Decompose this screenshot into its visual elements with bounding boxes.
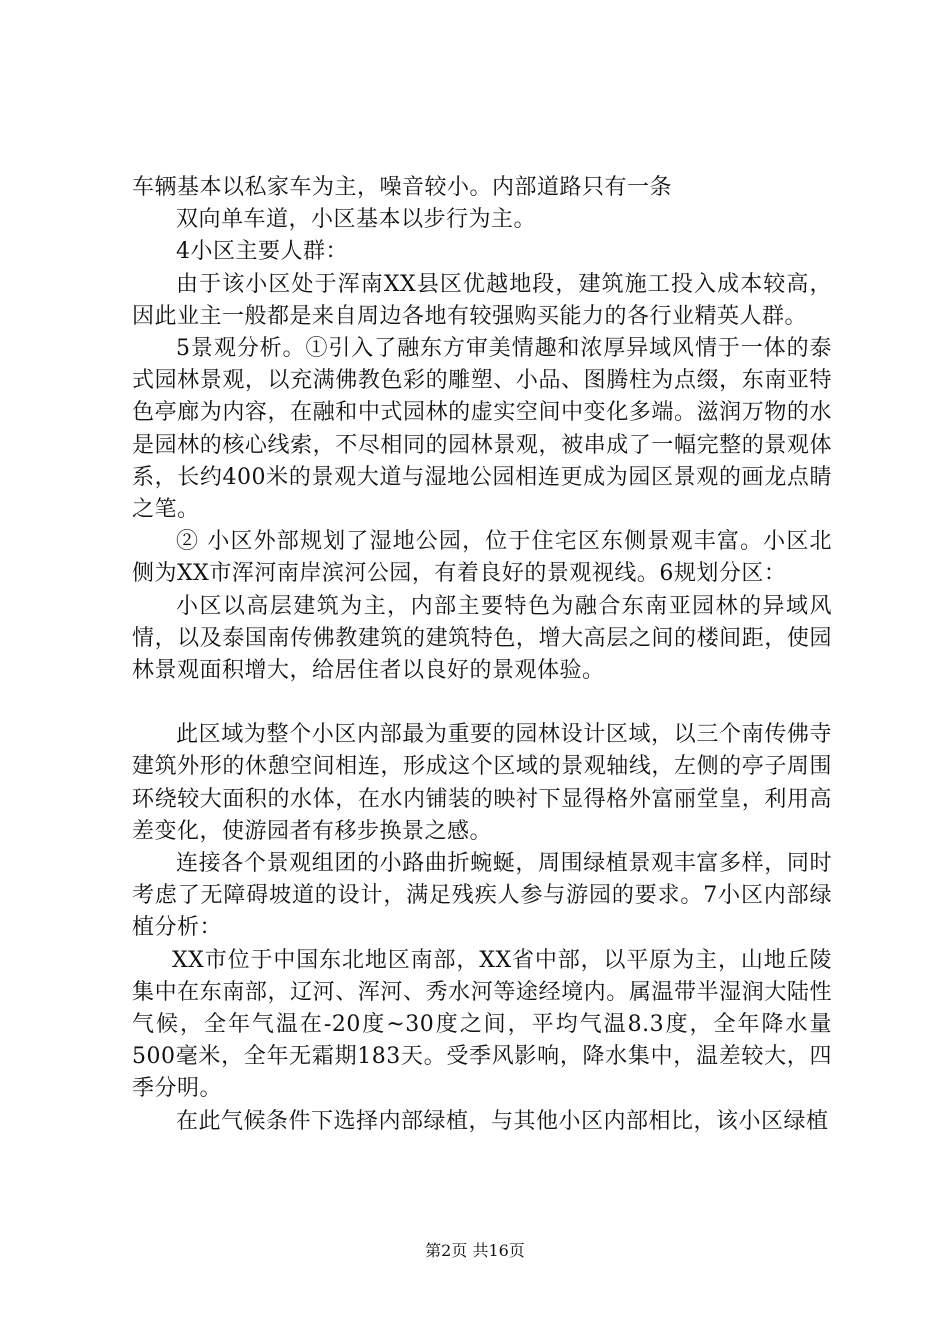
paragraph: 连接各个景观组团的小路曲折蜿蜒，周围绿植景观丰富多样，同时考虑了无障碍坡道的设计，满足残疾人参与游园的要求。7小区内部绿植分析：: [132, 851, 832, 941]
page-number-label: 第2页 共16页: [425, 1241, 525, 1260]
paragraph: 4小区主要人群：: [176, 239, 348, 265]
paragraph: 小区以高层建筑为主，内部主要特色为融合东南亚园林的异域风情，以及泰国南传佛教建筑的建筑特色，增大高层之间的楼间距，使园林景观面积增大，给居住者以良好的景观体验。: [132, 593, 832, 684]
paragraph: XX市位于中国东北地区南部，XX省中部，以平原为主，山地丘陵集中在东南部，辽河、浑河、秀水河等途经境内。属温带半湿润大陆性气候，全年气温在-20度~30度之间，平均气温8.3度，全年降水量500毫米，全年无霜期183天。受季风影响，降水集中，温差较大，四季分明。: [132, 947, 832, 1102]
paragraph: 5景观分析。①引入了融东方审美情趣和浓厚异域风情于一体的泰式园林景观，以充满佛教色彩的雕塑、小品、图腾柱为点缀，东南亚特色亭廊为内容，在融和中式园林的虚实空间中变化多端。滋润万物的水是园林的核心线索，不尽相同的园林景观，被串成了一幅完整的景观体系，长约400米的景观大道与湿地公园相连更成为园区景观的画龙点睛之笔。: [132, 336, 832, 523]
page-footer: [0, 1241, 950, 1261]
paragraph: 双向单车道，小区基本以步行为主。: [176, 207, 537, 233]
document-body: [132, 172, 832, 1138]
paragraph: 此区域为整个小区内部最为重要的园林设计区域，以三个南传佛寺建筑外形的休憩空间相连，形成这个区域的景观轴线，左侧的亭子周围环绕较大面积的水体，在水内铺装的映衬下显得格外富丽堂皇，利用高差变化，使游园者有移步换景之感。: [132, 722, 832, 844]
paragraph: 车辆基本以私家车为主，噪音较小。内部道路只有一条: [132, 175, 673, 200]
paragraph: 由于该小区处于浑南XX县区优越地段，建筑施工投入成本较高，因此业主一般都是来自周边各地有较强购买能力的各行业精英人群。: [132, 271, 832, 329]
paragraph-gap: [132, 687, 832, 719]
paragraph: ② 小区外部规划了湿地公园，位于住宅区东侧景观丰富。小区北侧为XX市浑河南岸滨河公园，有着良好的景观视线。6规划分区：: [132, 529, 832, 587]
paragraph: 在此气候条件下选择内部绿植，与其他小区内部相比，该小区绿植: [176, 1108, 829, 1134]
